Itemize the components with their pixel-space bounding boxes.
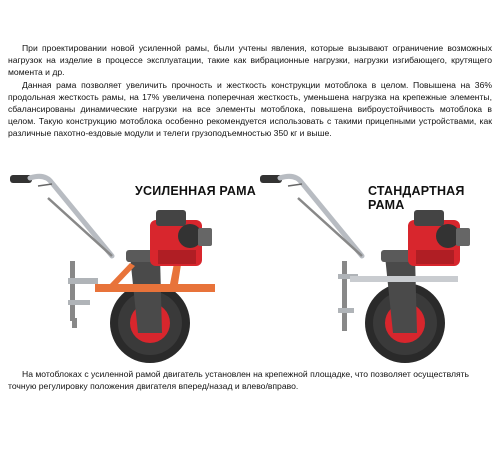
footer-text [8, 368, 492, 392]
engine [150, 210, 212, 266]
standard-frame [350, 276, 458, 282]
caption-reinforced-frame: УСИЛЕННАЯ РАМА [135, 184, 256, 198]
intro-paragraph-1: При проектировании новой усиленной рамы, были учтены явления, которые вызывают ограничение возможных нагрузок на изделие в процессе эксплуатации, такие как вибрационные нагрузки, нагрузки изгибающего, крутящего момента и др. [8, 43, 492, 78]
handlebar [260, 175, 362, 256]
handlebar [10, 175, 112, 256]
intro-text [8, 42, 492, 140]
intro-paragraph-2: Данная рама позволяет увеличить прочность и жесткость конструкции мотоблока в целом. Повышена на 36% продольная жесткость рамы, на 17% увеличена поперечная жесткость, уменьшена нагрузка на крепежные элементы, сбалансированы динамические нагрузки на все элементы мотоблока, повышена виброустойчивость мотоблока в целом. Такую конструкцию мотоблока особенно рекомендуется использовать с такими прицепными устройствами, как различные пахотно-ездовые модули и телеги грузоподъемностью 350 кг и выше. [8, 79, 492, 139]
caption-standard-frame: СТАНДАРТНАЯ РАМА [368, 184, 465, 212]
rear-hitch [338, 261, 358, 331]
footer-paragraph: На мотоблоках с усиленной рамой двигатель установлен на крепежной площадке, что позволяет осуществлять точную регулировку положения двигателя вперед/назад и влево/вправо. [8, 369, 470, 392]
engine [408, 210, 470, 266]
rear-hitch [68, 261, 98, 328]
